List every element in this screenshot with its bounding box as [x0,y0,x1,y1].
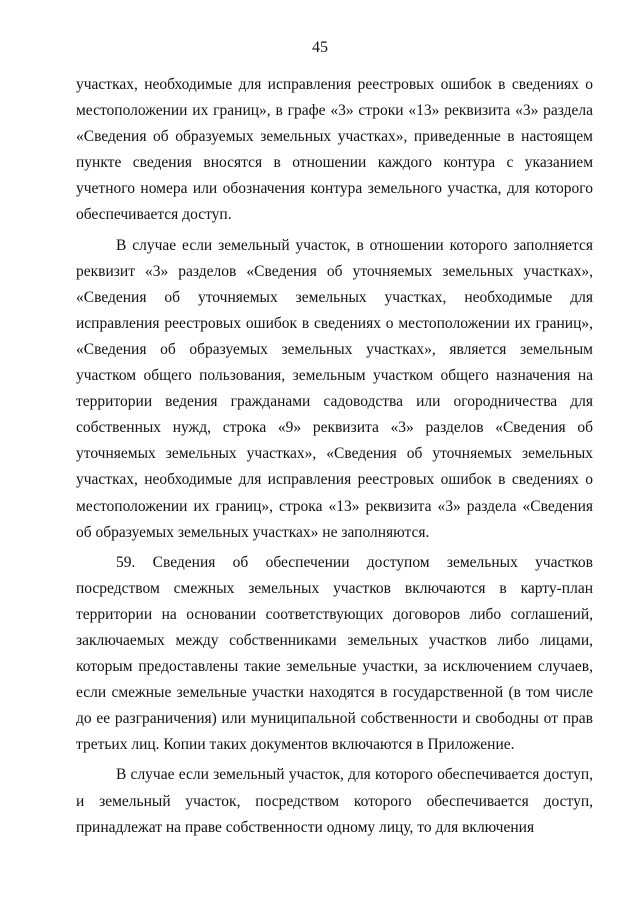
paragraph-single-owner: В случае если земельный участок, для которого обеспечивается доступ, и земельный участок, посредством которого обеспечивается доступ, принадлежат на праве собственности одному лицу, то для включения [76,766,593,836]
paragraph-continuation: участках, необходимые для исправления реестровых ошибок в сведениях о местоположении их границ», в графе «3» строки «13» реквизита «3» раздела «Сведения об образуемых земельных участках», приведенные в настоящем пункте сведения вносятся в отношении каждого контура с указанием учетного номера или обозначения контура земельного участка, для которого обеспечивается доступ. [76,76,593,224]
document-body [76,72,593,841]
page-number: 45 [312,39,328,56]
paragraph-item-59: 59. Сведения об обеспечении доступом земельных участков посредством смежных земельных участков включаются в карту-план территории на основании соответствующих договоров либо соглашений, заключаемых между собственниками земельных участков либо лицами, которым предоставлены такие земельные участки, за исключением случаев, если смежные земельные участки находятся в государственной (в том числе до ее разграничения) или муниципальной собственности и свободны от прав третьих лиц. Копии таких документов включаются в Приложение. [76,553,593,754]
paragraph-common-use-plots: В случае если земельный участок, в отношении которого заполняется реквизит «3» разделов «Сведения об уточняемых земельных участках», «Сведения об уточняемых земельных участках, необходимые для исправления реестровых ошибок в сведениях о местоположении их границ», «Сведения об образуемых земельных участках», является земельным участком общего пользования, земельным участком общего назначения на территории ведения гражданами садоводства или огородничества для собственных нужд, строка «9» реквизита «3» разделов «Сведения об уточняемых земельных участках», «Сведения об уточняемых земельных участках, необходимые для исправления реестровых ошибок в сведениях о местоположении их границ», строка «13» реквизита «3» раздела «Сведения об образуемых земельных участках» не заполняются. [76,236,593,541]
